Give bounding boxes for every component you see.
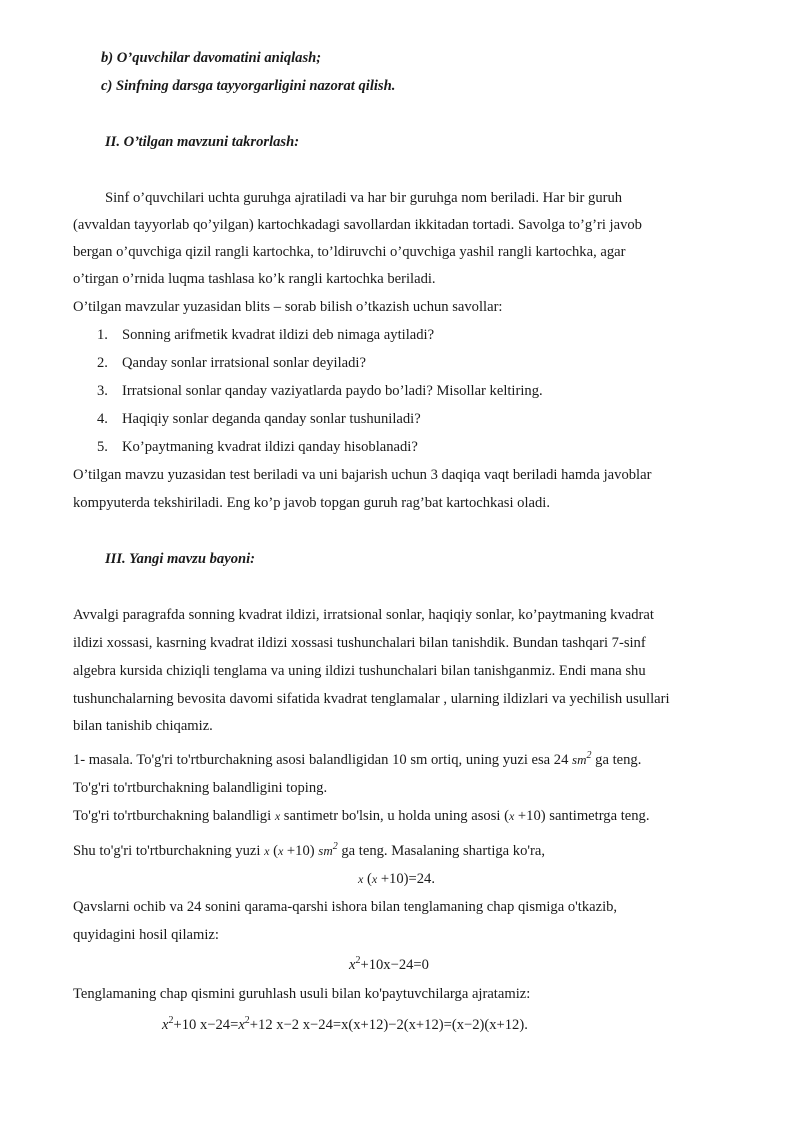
paragraph-line: (avvaldan tayyorlab qo’yilgan) kartochkadagi savollardan ikkitadan tortadi. Savolga to’g’ri javob bbox=[73, 217, 642, 233]
question-number: 4. bbox=[97, 411, 108, 427]
equation-3 bbox=[162, 1016, 528, 1034]
equation-2 bbox=[349, 956, 429, 974]
text-run: To'g'ri to'rtburchakning balandligi bbox=[73, 808, 275, 824]
question-number: 1. bbox=[97, 327, 108, 343]
paragraph-line: o’tirgan o’rnida luqma tashlasa ko’k rangli kartochka beriladi. bbox=[73, 271, 436, 287]
question-text: Haqiqiy sonlar deganda qanday sonlar tushuniladi? bbox=[122, 411, 421, 427]
exponent: 2 bbox=[244, 1015, 250, 1026]
list-item-b: b) O’quvchilar davomatini aniqlash; bbox=[101, 50, 322, 66]
text-run: +10x−24=0 bbox=[360, 957, 429, 973]
paragraph-line: kompyuterda tekshiriladi. Eng ko’p javob topgan guruh rag’bat kartochkasi oladi. bbox=[73, 495, 551, 511]
equation-1 bbox=[358, 870, 435, 888]
question-number: 3. bbox=[97, 383, 108, 399]
variable-x: x bbox=[358, 872, 364, 886]
variable-x: x bbox=[274, 809, 281, 823]
paragraph-line: tushunchalarning bevosita davomi sifatida kvadrat tenglamalar , ularning ildizlari va yechilish usullari bbox=[73, 691, 670, 707]
variable-x: x bbox=[277, 844, 284, 858]
question-text: Qanday sonlar irratsional sonlar deyiladi? bbox=[122, 355, 366, 371]
variable-x: x bbox=[349, 957, 356, 973]
list-item-c: c) Sinfning darsga tayyorgarligini nazorat qilish. bbox=[101, 78, 396, 94]
variable-x: x bbox=[238, 1017, 245, 1033]
blitz-intro: O’tilgan mavzular yuzasidan blits – sorab bilish o’tkazish uchun savollar: bbox=[73, 299, 503, 315]
paragraph-line: ildizi xossasi, kasrning kvadrat ildizi xossasi tushunchalari bilan tanishdik. Bundan tashqari 7-sinf bbox=[73, 635, 646, 651]
paragraph-line: bilan tanishib chiqamiz. bbox=[73, 718, 213, 734]
question-number: 2. bbox=[97, 355, 108, 371]
exponent: 2 bbox=[586, 750, 592, 761]
text-run: Shu to'g'ri to'rtburchakning yuzi bbox=[73, 843, 265, 859]
paragraph-line: Avvalgi paragrafda sonning kvadrat ildizi, irratsional sonlar, haqiqiy sonlar, ko’paytmaning kvadrat bbox=[73, 607, 654, 623]
text-run: ( bbox=[363, 871, 372, 887]
paragraph-line: O’tilgan mavzu yuzasidan test beriladi va uni bajarish uchun 3 daqiqa vaqt beriladi hamda javoblar bbox=[73, 467, 652, 483]
exponent: 2 bbox=[168, 1015, 174, 1026]
unit-sm: sm bbox=[318, 843, 333, 858]
question-item bbox=[97, 354, 366, 372]
text-run: +10)=24. bbox=[377, 871, 435, 887]
paragraph-line: Sinf o’quvchilari uchta guruhga ajratiladi va har bir guruhga nom beriladi. Har bir guruh bbox=[105, 190, 623, 206]
variable-x: x bbox=[371, 872, 378, 886]
question-text: Irratsional sonlar qanday vaziyatlarda paydo bo’ladi? Misollar keltiring. bbox=[122, 383, 543, 399]
question-text: Sonning arifmetik kvadrat ildizi deb nimaga aytiladi? bbox=[122, 327, 435, 343]
question-item bbox=[97, 326, 434, 344]
question-item bbox=[97, 382, 543, 400]
question-item bbox=[97, 438, 418, 456]
text-run: +12 x−2 x−24=x(x+12)−2(x+12)=(x−2)(x+12). bbox=[249, 1017, 528, 1033]
text-run: 1- masala. To'g'ri to'rtburchakning asosi balandligidan 10 sm ortiq, uning yuzi esa 24 bbox=[73, 752, 573, 768]
exponent: 2 bbox=[332, 841, 338, 852]
question-number: 5. bbox=[97, 439, 108, 455]
problem-line bbox=[73, 751, 641, 769]
exponent: 2 bbox=[355, 955, 361, 966]
problem-line: To'g'ri to'rtburchakning balandligini toping. bbox=[73, 780, 328, 796]
question-item bbox=[97, 410, 421, 428]
problem-line: quyidagini hosil qilamiz: bbox=[73, 927, 219, 943]
problem-line bbox=[73, 807, 650, 825]
text-run: +10 x−24= bbox=[173, 1017, 239, 1033]
unit-sm: sm bbox=[572, 752, 587, 767]
paragraph-line: bergan o’quvchiga qizil rangli kartochka, to’ldiruvchi o’quvchiga yashil rangli kartochka, agar bbox=[73, 244, 626, 260]
question-text: Ko’paytmaning kvadrat ildizi qanday hisoblanadi? bbox=[122, 439, 418, 455]
variable-x: x bbox=[162, 1017, 169, 1033]
text-run: +10) bbox=[283, 843, 319, 859]
problem-line bbox=[73, 842, 545, 860]
problem-line: Tenglamaning chap qismini guruhlash usuli bilan ko'paytuvchilarga ajratamiz: bbox=[73, 986, 531, 1002]
text-run: ga teng. bbox=[591, 752, 642, 768]
paragraph-line: algebra kursida chiziqli tenglama va uning ildizi tushunchalari bilan tanishganmiz. Endi mana shu bbox=[73, 663, 646, 679]
variable-x: x bbox=[508, 809, 515, 823]
text-run: ( bbox=[269, 843, 278, 859]
text-run: ga teng. Masalaning shartiga ko'ra, bbox=[337, 843, 546, 859]
text-run: santimetr bo'lsin, u holda uning asosi ( bbox=[280, 808, 509, 824]
text-run: +10) santimetrga teng. bbox=[514, 808, 650, 824]
section-heading-3: III. Yangi mavzu bayoni: bbox=[105, 551, 256, 567]
problem-line: Qavslarni ochib va 24 sonini qarama-qarshi ishora bilan tenglamaning chap qismiga o'tkazib, bbox=[73, 899, 618, 915]
section-heading-2: II. O’tilgan mavzuni takrorlash: bbox=[105, 134, 300, 150]
variable-x: x bbox=[264, 844, 270, 858]
